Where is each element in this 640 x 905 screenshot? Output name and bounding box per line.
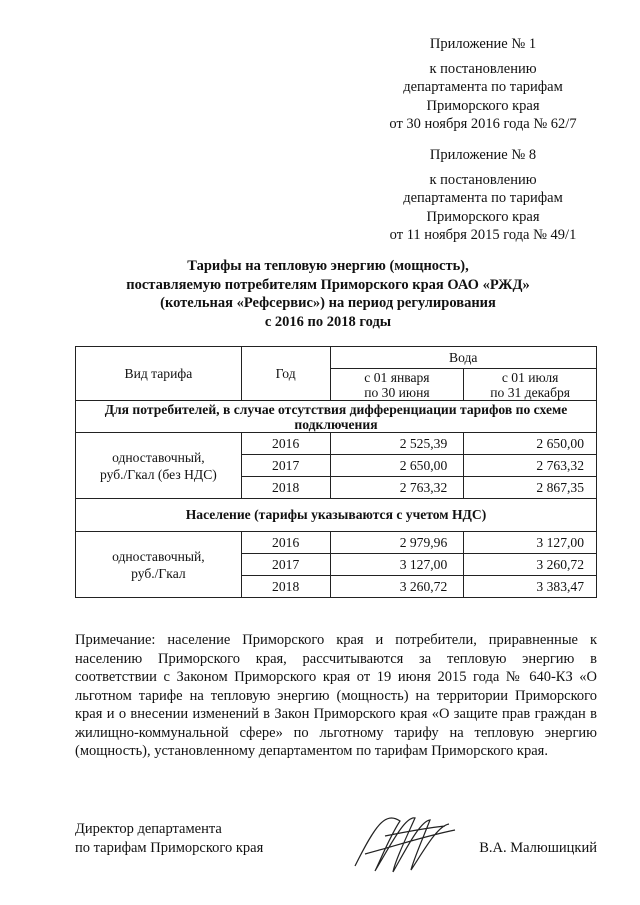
tariff-kind-cell: [76, 433, 242, 499]
title-line: (котельная «Рефсервис») на период регулирования: [160, 295, 496, 312]
appendix-1-line: к постановлению: [429, 60, 537, 77]
appendix-8-line: к постановлению: [429, 171, 537, 188]
appendix-1-line: департамента по тарифам: [403, 79, 563, 95]
table-row: [76, 532, 597, 554]
handwritten-signature: [345, 806, 465, 876]
signer-position-line: по тарифам Приморского края: [75, 839, 264, 856]
header-second-half-line: с 01 июля: [501, 369, 559, 385]
appendix-1-line: от 30 ноября 2016 года № 62/7: [389, 116, 577, 132]
appendix-8-header: [370, 146, 596, 245]
value-cell: 2 650,00: [330, 455, 464, 477]
tariff-kind-line: руб./Гкал: [131, 565, 186, 581]
appendix-8-line: от 11 ноября 2015 года № 49/1: [389, 227, 577, 243]
value-cell: 2 525,39: [330, 433, 464, 455]
year-cell: 2017: [241, 455, 330, 477]
appendix-8-line: Приморского края: [426, 208, 540, 225]
value-cell: 3 260,72: [464, 554, 597, 576]
value-cell: 2 763,32: [464, 455, 597, 477]
header-first-half: [330, 369, 464, 401]
year-cell: 2016: [241, 532, 330, 554]
appendix-1-title: Приложение № 1: [429, 36, 537, 52]
year-cell: 2017: [241, 554, 330, 576]
appendix-8-line: департамента по тарифам: [403, 190, 563, 206]
tariff-kind-line: руб./Гкал (без НДС): [99, 466, 217, 482]
tariff-kind-cell: [76, 532, 242, 598]
document-title: [60, 257, 596, 331]
value-cell: 3 383,47: [464, 576, 597, 598]
header-year: Год: [241, 347, 330, 401]
table-header-row: [76, 347, 597, 369]
header-second-half-line: по 31 декабря: [490, 384, 571, 400]
title-line: Тарифы на тепловую энергию (мощность),: [187, 258, 469, 274]
header-tariff-kind: Вид тарифа: [76, 347, 242, 401]
tariff-kind-line: одноставочный,: [112, 449, 205, 465]
year-cell: 2016: [241, 433, 330, 455]
signer-name: В.А. Малюшицкий: [479, 839, 597, 856]
value-cell: 2 650,00: [464, 433, 597, 455]
appendix-8-title: Приложение № 8: [429, 147, 537, 163]
value-cell: 2 979,96: [330, 532, 464, 554]
signer-position-line: Директор департамента: [75, 821, 222, 837]
year-cell: 2018: [241, 477, 330, 499]
value-cell: 3 127,00: [330, 554, 464, 576]
value-cell: 2 867,35: [464, 477, 597, 499]
header-first-half-line: по 30 июня: [364, 384, 430, 400]
table-row: [76, 433, 597, 455]
tariff-kind-line: одноставочный,: [112, 548, 205, 564]
year-cell: 2018: [241, 576, 330, 598]
section-title: Население (тарифы указываются с учетом НДС): [76, 499, 597, 532]
appendix-1-line: Приморского края: [426, 97, 540, 114]
section-row: [76, 499, 597, 532]
title-line: поставляемую потребителям Приморского края ОАО «РЖД»: [126, 276, 530, 293]
value-cell: 2 763,32: [330, 477, 464, 499]
title-line: с 2016 по 2018 годы: [264, 313, 392, 330]
value-cell: 3 260,72: [330, 576, 464, 598]
header-second-half: [464, 369, 597, 401]
note-paragraph: Примечание: население Приморского края и потребители, приравненные к населению Приморского края, рассчитываются за тепловую энергию в соответствии с Законом Приморского края от 19 июня 2015 года № 640-КЗ «О льготном тарифе на тепловую энергию (мощность) на территории Приморского края и о внесении изменений в Закон Приморского края «О защите прав граждан в жилищно-коммунальной сфере» по льготному тарифу на тепловую энергию (мощность), установленному департаментом по тарифам Приморского края.: [75, 632, 597, 759]
header-first-half-line: с 01 января: [364, 369, 430, 385]
section-row: [76, 401, 597, 433]
signature-block: [75, 820, 597, 857]
header-water: Вода: [330, 347, 596, 369]
tariff-table: [75, 346, 597, 598]
value-cell: 3 127,00: [464, 532, 597, 554]
section-title: Для потребителей, в случае отсутствия дифференциации тарифов по схеме подключения: [76, 401, 597, 433]
appendix-1-header: [370, 35, 596, 134]
